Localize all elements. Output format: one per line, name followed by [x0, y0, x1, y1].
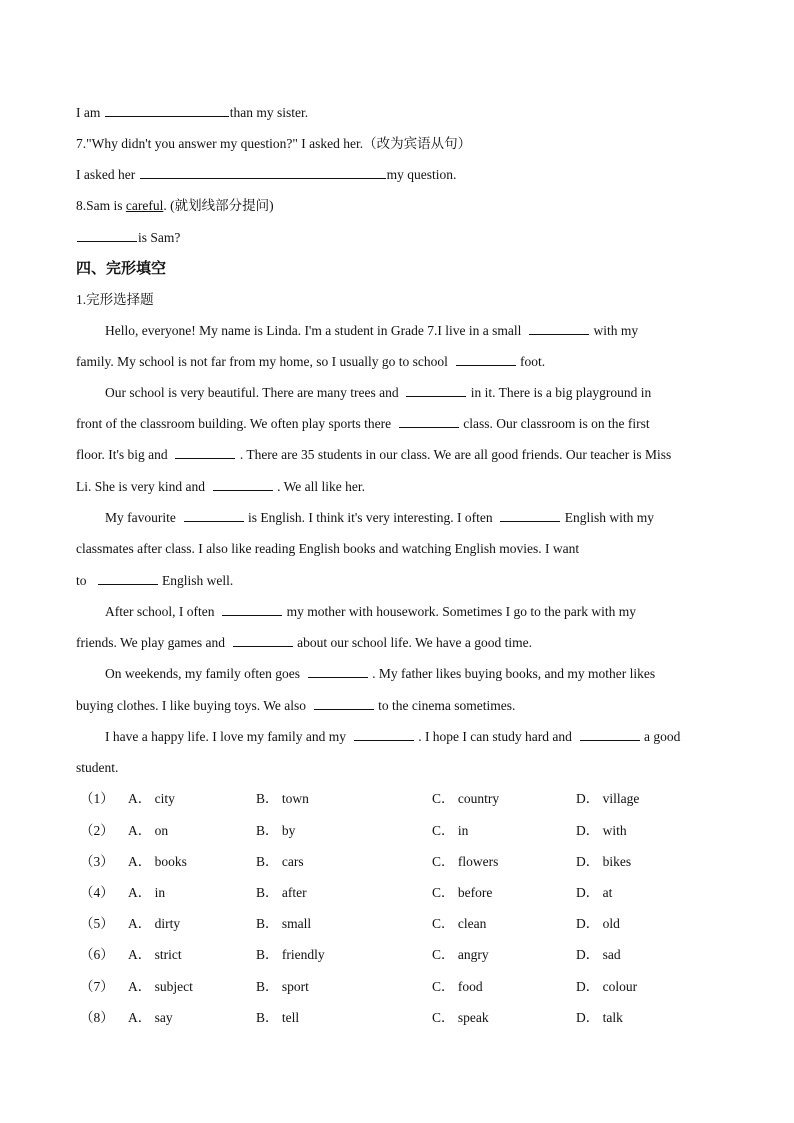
option-b[interactable]: B． friendly [256, 947, 325, 962]
option-row [76, 1009, 776, 1027]
passage-text: to [76, 573, 87, 588]
passage-text: I have a happy life. I love my family and my [105, 729, 347, 744]
question-number: （7） [80, 979, 114, 994]
passage-text: English well. [162, 573, 234, 588]
passage-line [105, 509, 654, 527]
q6-answer-line [76, 104, 308, 122]
passage-text: in it. There is a big playground in [470, 385, 652, 400]
passage-text: class. Our classroom is on the first [463, 416, 650, 431]
option-a[interactable]: A． strict [128, 947, 182, 962]
cloze-blank-9[interactable] [98, 572, 158, 585]
option-a[interactable]: A． on [128, 823, 169, 838]
section-title: 四、完形填空 [76, 259, 167, 277]
passage-text: . We all like her. [277, 479, 365, 494]
q7-text-after: my question. [386, 167, 457, 182]
passage-line [76, 634, 532, 652]
option-row [76, 884, 776, 902]
passage-line [105, 603, 636, 621]
passage-text: . My father likes buying books, and my mother likes [372, 666, 656, 681]
passage-text: classmates after class. I also like reading English books and watching English movies. I want [76, 541, 580, 556]
option-row [76, 915, 776, 933]
option-c[interactable]: C． food [432, 979, 483, 994]
cloze-blank-1[interactable] [529, 322, 589, 335]
q8-answer-line [76, 229, 180, 247]
option-c[interactable]: C． in [432, 823, 469, 838]
passage-line [105, 322, 638, 340]
question-number: （2） [80, 823, 114, 838]
passage-text: student. [76, 760, 119, 775]
passage-text: On weekends, my family often goes [105, 666, 300, 681]
cloze-blank-7[interactable] [184, 509, 244, 522]
option-c[interactable]: C． angry [432, 947, 489, 962]
question-number: （4） [80, 885, 114, 900]
option-a[interactable]: A． in [128, 885, 166, 900]
passage-text: Li. She is very kind and [76, 479, 205, 494]
option-c[interactable]: C． before [432, 885, 493, 900]
section-subtitle: 1.完形选择题 [76, 292, 154, 307]
passage-line [105, 384, 651, 402]
option-a[interactable]: A． say [128, 1010, 173, 1025]
passage-text: with my [593, 323, 639, 338]
cloze-blank-8[interactable] [500, 509, 560, 522]
option-c[interactable]: C． country [432, 791, 500, 806]
passage-line [105, 728, 680, 746]
cloze-blank-12[interactable] [308, 665, 368, 678]
q6-text-before: I am [76, 105, 104, 120]
option-d[interactable]: D． colour [576, 979, 638, 994]
answer-blank[interactable] [77, 229, 137, 242]
passage-text: is English. I think it's very interesting. I often [247, 510, 493, 525]
question-number: （1） [80, 791, 114, 806]
option-a[interactable]: A． dirty [128, 916, 181, 931]
q8-question [76, 197, 274, 215]
passage-line [76, 540, 579, 558]
cloze-blank-13[interactable] [314, 697, 374, 710]
passage-text: friends. We play games and [76, 635, 225, 650]
cloze-blank-6[interactable] [213, 478, 273, 491]
option-row [76, 790, 776, 808]
option-a[interactable]: A． city [128, 791, 175, 806]
option-b[interactable]: B． sport [256, 979, 309, 994]
option-d[interactable]: D． old [576, 916, 620, 931]
passage-line [76, 759, 118, 777]
option-d[interactable]: D． sad [576, 947, 621, 962]
passage-text: Our school is very beautiful. There are many trees and [105, 385, 399, 400]
option-d[interactable]: D． with [576, 823, 627, 838]
option-b[interactable]: B． by [256, 823, 296, 838]
question-number: （8） [80, 1010, 114, 1025]
cloze-blank-15[interactable] [580, 728, 640, 741]
question-number: （5） [80, 916, 114, 931]
cloze-blank-14[interactable] [354, 728, 414, 741]
q7-answer-line [76, 166, 456, 184]
option-d[interactable]: D． talk [576, 1010, 623, 1025]
option-d[interactable]: D． bikes [576, 854, 632, 869]
option-d[interactable]: D． at [576, 885, 613, 900]
answer-blank[interactable] [105, 104, 229, 117]
cloze-blank-5[interactable] [175, 446, 235, 459]
cloze-blank-2[interactable] [456, 353, 516, 366]
option-row [76, 946, 776, 964]
q8-text-after: is Sam? [138, 230, 181, 245]
option-row [76, 853, 776, 871]
option-c[interactable]: C． flowers [432, 854, 499, 869]
question-number: （3） [80, 854, 114, 869]
q8-underlined-word: careful [125, 198, 164, 213]
cloze-blank-4[interactable] [399, 415, 459, 428]
cloze-blank-11[interactable] [233, 634, 293, 647]
answer-blank[interactable] [140, 166, 386, 179]
passage-text: After school, I often [105, 604, 215, 619]
option-a[interactable]: A． subject [128, 979, 193, 994]
q6-text-after: than my sister. [229, 105, 309, 120]
passage-text: foot. [519, 354, 546, 369]
q7-question [76, 135, 471, 153]
option-c[interactable]: C． speak [432, 1010, 489, 1025]
passage-line [76, 478, 365, 496]
option-row [76, 822, 776, 840]
passage-line [76, 572, 233, 590]
passage-text: front of the classroom building. We often play sports there [76, 416, 392, 431]
option-row [76, 978, 776, 996]
passage-text: buying clothes. I like buying toys. We also [76, 698, 307, 713]
option-b[interactable]: B． tell [256, 1010, 300, 1025]
passage-text: Hello, everyone! My name is Linda. I'm a student in Grade 7.I live in a small [105, 323, 522, 338]
question-number: （6） [80, 947, 114, 962]
q7-text: 7."Why didn't you answer my question?" I asked her.（改为宾语从句） [76, 136, 472, 151]
option-b[interactable]: B． small [256, 916, 312, 931]
q8-prefix: 8.Sam is [76, 198, 126, 213]
passage-text: . I hope I can study hard and [418, 729, 572, 744]
passage-text: English with my [564, 510, 655, 525]
option-c[interactable]: C． clean [432, 916, 487, 931]
passage-text: about our school life. We have a good time. [297, 635, 532, 650]
option-b[interactable]: B． after [256, 885, 307, 900]
passage-text: My favourite [105, 510, 176, 525]
passage-text: my mother with housework. Sometimes I go to the park with my [286, 604, 637, 619]
passage-line [76, 353, 545, 371]
option-a[interactable]: A． books [128, 854, 187, 869]
passage-line [76, 446, 671, 464]
passage-text: floor. It's big and [76, 447, 168, 462]
q8-suffix: . (就划线部分提问) [163, 198, 274, 213]
option-b[interactable]: B． cars [256, 854, 304, 869]
cloze-blank-10[interactable] [222, 603, 282, 616]
passage-text: a good [644, 729, 681, 744]
passage-text: . There are 35 students in our class. We are all good friends. Our teacher is Miss [239, 447, 672, 462]
passage-line [76, 415, 650, 433]
passage-line [76, 697, 515, 715]
passage-text: family. My school is not far from my home, so I usually go to school [76, 354, 448, 369]
cloze-blank-3[interactable] [406, 384, 466, 397]
option-b[interactable]: B． town [256, 791, 309, 806]
passage-text: to the cinema sometimes. [378, 698, 516, 713]
option-d[interactable]: D． village [576, 791, 640, 806]
passage-line [105, 665, 655, 683]
q7-text-before: I asked her [76, 167, 139, 182]
